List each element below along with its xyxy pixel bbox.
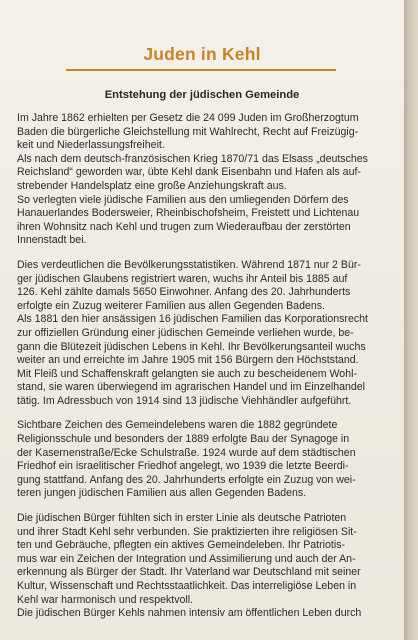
text-line: Die jüdischen Bürger fühlten sich in erster Linie als deutsche Patrioten: [17, 512, 347, 525]
text-line: Kehl war harmonisch und respektvoll.: [17, 593, 194, 606]
text-line: ger jüdischen Glaubens registriert waren, wuchs ihr Anteil bis 1885 auf: [17, 272, 348, 285]
text-line: Als 1881 den hier ansässigen 16 jüdischen Familien das Korporationsrecht: [17, 313, 368, 326]
text-line: ten und Gebräuche, pflegten ein aktives Gemeindeleben. Ihr Patriotis-: [17, 539, 346, 552]
paragraph-3: [17, 419, 389, 501]
page-edge: [404, 0, 418, 640]
text-line: Friedhof ein israelitischer Friedhof angelegt, wo 1939 die letzte Beerdi-: [17, 460, 349, 473]
text-line: 126. Kehl zählte damals 5650 Einwohner. Anfang des 20. Jahrhunderts: [17, 286, 351, 299]
title-underline: [66, 69, 336, 71]
paragraph-1: [17, 112, 389, 248]
text-line: tätig. Im Adressbuch von 1914 sind 13 jüdische Viehhändler aufgeführt.: [17, 394, 352, 407]
text-line: Innenstadt bei.: [17, 234, 87, 247]
text-line: weiter an und erreichte im Jahre 1905 mit 156 Bürgern den Höchststand.: [17, 354, 359, 367]
text-line: erkennung als Bürger der Stadt. Ihr Vaterland war Deutschland mit seiner: [17, 566, 361, 579]
text-line: stand, sie waren überwiegend im agrarischen Handel und im Einzelhandel: [17, 381, 366, 394]
text-line: der Kasernenstraße/Ecke Schulstraße. 1924 wurde auf dem städtischen: [17, 446, 356, 459]
text-line: Mit Fleiß und Schaffenskraft gelangten sie auch zu bescheidenem Wohl-: [17, 367, 357, 380]
body-text: [17, 112, 389, 632]
text-line: mus war ein Zeichen der Integration und Assimilierung und auch der An-: [17, 552, 356, 565]
text-line: Im Jahre 1862 erhielten per Gesetz die 24 099 Juden im Großherzogtum: [17, 112, 359, 124]
text-line: So verlegten viele jüdische Familien aus den umliegenden Dörfern des: [17, 193, 349, 206]
text-line: Dies verdeutlichen die Bevölkerungsstatistiken. Während 1871 nur 2 Bür-: [17, 258, 361, 271]
text-line: Reichsland“ geworden war, übte Kehl dank Eisenbahn und Hafen als auf-: [17, 166, 361, 179]
text-line: erfolgte ein Zuzug weiterer Familien aus allen Gegenden Badens.: [17, 299, 325, 312]
text-line: ihren Wohnsitz nach Kehl und trugen zum Wiederaufbau der zerstörten: [17, 220, 351, 233]
text-line: Als nach dem deutsch-französischen Krieg 1870/71 das Elsass „deutsches: [17, 152, 368, 165]
text-line: zur offiziellen Gründung einer jüdischen Gemeinde verliehen wurde, be-: [17, 326, 354, 339]
text-line: Baden die bürgerliche Gleichstellung mit Wahlrecht, Recht auf Freizügig-: [17, 125, 359, 138]
section-subtitle: Entstehung der jüdischen Gemeinde: [104, 89, 300, 101]
text-line: Kultur, Wissenschaft und Rechtsstaatlichkeit. Das interreligiöse Leben in: [17, 580, 357, 592]
text-line: und ihrer Stadt Kehl sehr verbunden. Sie praktizierten ihre religiösen Sit-: [17, 525, 357, 538]
text-line: gann die Blütezeit jüdischen Lebens in Kehl. Ihr Bevölkerungsanteil wuchs: [17, 340, 366, 353]
text-line: Religionsschule und besonders der 1889 erfolgte Bau der Synagoge in: [17, 433, 350, 446]
text-line: keit und Niederlassungsfreiheit.: [17, 139, 165, 152]
text-line: Sichtbare Zeichen des Gemeindelebens waren die 1882 gegründete: [17, 419, 338, 432]
text-line: teren jungen jüdischen Familien aus allen Gegenden Badens.: [17, 487, 307, 500]
paragraph-2: [17, 259, 389, 409]
text-line: gung stattfand. Anfang des 20. Jahrhunderts erfolgte ein Zuzug von wei-: [17, 473, 356, 486]
paragraph-4: [17, 512, 389, 621]
text-line: strebender Handelsplatz eine große Anziehungskraft aus.: [17, 179, 287, 192]
text-line: Hanauerlandes Bodersweier, Rheinbischofsheim, Freistett und Lichtenau: [17, 207, 360, 220]
page-title: Juden in Kehl: [143, 44, 261, 64]
text-line: Die jüdischen Bürger Kehls nahmen intensiv am öffentlichen Leben durch: [17, 607, 362, 620]
